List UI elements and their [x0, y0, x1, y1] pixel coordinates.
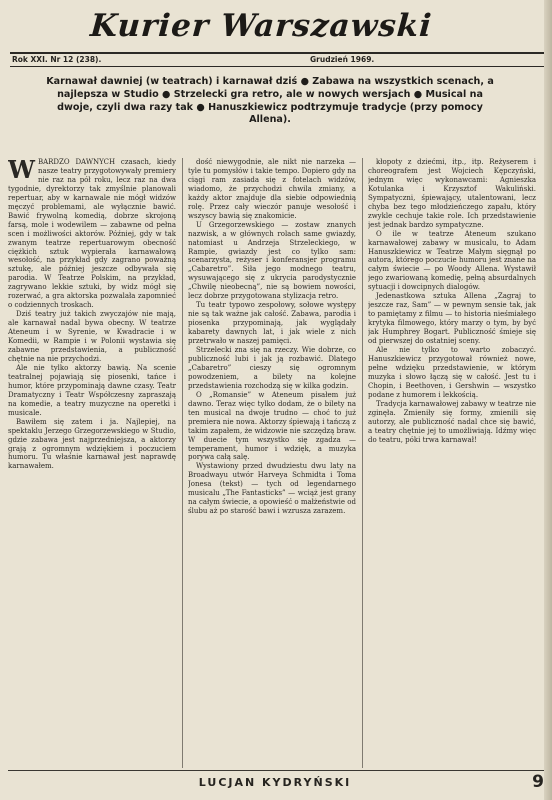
column-divider	[182, 158, 183, 768]
article-paragraph: dość niewygodnie, ale nikt nie narzeka — tyle tu pomysłów i takie tempo. Dopiero gdy na ciągi ram zasiada się z fotelach widzów, wiadomo, że przychodzi chwila zmiany, a każdy aktor znajduje dla siebie odpowiednią rolę. Przez cały wieczór panuje wesołość i wszyscy bawią się znakomicie.	[188, 158, 356, 220]
masthead-logo: Kurier Warszawski	[89, 8, 434, 44]
article-paragraph: Tu teatr typowo zespołowy, sołowe występy nie są tak ważne jak całość. Zabawa, parodia i piosenka przypominają, jak wyglądały kabarety dawnych lat, i jak wiele z nich przetrwało w naszej pamięci.	[188, 301, 356, 346]
binding-spine	[544, 0, 552, 800]
column-divider	[362, 158, 363, 768]
article-paragraph: O ile w teatrze Ateneum szukano karnawałowej zabawy w musicalu, to Adam Hanuszkiewicz w Teatrze Małym sięgnął po autora, którego poczucie humoru jest znane na całym świecie — po Woody Allena. Wystawił jego zwariowaną komedię, pełną absurdalnych sytuacji i dowcipnych dialogów.	[368, 229, 536, 292]
article-paragraph: Dziś teatry już takich zwyczajów nie mają, ale karnawał nadal bywa obecny. W teatrze Ateneum i w Syrenie, w Kwadracie i w Komedii, w Rampie i w Polonii wystawia się zabawne przedstawienia, a publiczność chętnie na nie przychodzi.	[8, 310, 176, 363]
article-lead: Karnawał dawniej (w teatrach) i karnawał dziś ● Zabawa na wszystkich scenach, a najlepsza w Studio ● Strzelecki gra retro, ale w nowych wersjach ● Musical na dwoje, czyli dwa razy tak ● Hanuszkiewicz podtrzymuje tradycje (przy pomocy Allena).	[46, 76, 494, 126]
issue-date: Grudzień 1969.	[310, 55, 375, 64]
article-paragraph: kłopoty z dziećmi, itp., itp. Reżyserem i choreografem jest Wojciech Kępczyński, jednym więc wykonawcami: Agnieszka Kotulanka i Krzysztof Wakuliński. Sympatyczni, śpiewający, utalentowani, lecz chyba bez tego młodzieńczego zapału, który zwykle cechuje takie role. Ich przedstawienie jest jednak bardzo sympatyczne.	[368, 158, 536, 229]
article-paragraph: Bawiłem się zatem i ja. Najlepiej, na spektaklu Jerzego Grzegorzewskiego w Studio, gdzie zabawa jest najprzedniejsza, a aktorzy grają z ogromnym wdziękiem i poczuciem humoru. Tu właśnie karnawał jest naprawdę karnawałem.	[8, 417, 176, 471]
article-paragraph: Tradycja karnawałowej zabawy w teatrze nie zginęła. Zmieniły się formy, zmienili się autorzy, ale publiczność nadal chce się bawić, a teatry chętnie jej to umożliwiają. Idźmy więc do teatru, póki trwa karnawał!	[368, 399, 536, 444]
article-paragraph: Wystawiony przed dwudziestu dwu laty na Broadwayu utwór Harveya Schmidta i Toma Jonesa (tekst) — tych od legendarnego musicalu „The Fantasticks” — wciąż jest grany na całym świecie, a opowieść o małżeństwie od ślubu aż po starość bawi i wzrusza zarazem.	[188, 462, 356, 516]
article-paragraph: WBARDZO DAWNYCH czasach, kiedy nasze teatry przygotowywały premiery nie raz na pół roku, lecz raz na dwa tygodnie, dyrektorzy tak zmyślnie planowali repertuar, aby w karnawale nie mógł widzów męczyć problemami, ale wyłącznie bawić. Bawić frywolną komedią, dobrze skrojoną farsą, mole i wodewilem — zabawne od pełna scen i możliwości aktorów. Później, gdy w tak zwanym teatrze repertuarowym obecność ciężkich sztuk wypierała karnawałową wesołość, na przykład gdy zagrano poważną sztukę, ale później jeszcze odbywała się parodia. W Teatrze Polskim, na przykład, zagrywano lekkie sztuki, by widz mógł się rozerwać, a gra aktorska pozwalała zapomnieć o codziennych troskach.	[8, 158, 176, 310]
article-paragraph: Ale nie tylko to warto zobaczyć. Hanuszkiewicz przygotował również nowe, pełne wdzięku przedstawienie, w którym muzyka i słowo łączą się w całość. Jest tu i Chopin, i Beethoven, i Gershwin — wszystko podane z humorem i lekkością.	[368, 346, 536, 399]
article-paragraph: Ale nie tylko aktorzy bawią. Na scenie teatralnej pojawiają się piosenki, tańce i humor, które przypominają dawne czasy. Teatr Dramatyczny i Teatr Współczesny zapraszają na komedie, a teatry muzyczne na operetki i musicale.	[8, 363, 176, 417]
drop-cap: W	[8, 158, 35, 184]
masthead-rule-thin	[10, 66, 544, 67]
article-paragraph: O „Romansie” w Ateneum pisałem już dawno. Teraz więc tylko dodam, że o bilety na ten musical na dwoje trudno — choć to już premiera nie nowa. Aktorzy śpiewają i tańczą z takim zapałem, że widzowie nie szczędzą braw. W duecie tym wszystko się zgadza — temperament, humor i wdzięk, a muzyka porywa całą salę.	[188, 390, 356, 462]
article-paragraph: Jedenastkowa sztuka Allena „Zagraj to jeszcze raz, Sam” — w pewnym sensie tak, jak to pamiętamy z filmu — to historia nieśmiałego krytyka filmowego, który marzy o tym, by być jak Humphrey Bogart. Publiczność śmieje się od pierwszej do ostatniej sceny.	[368, 292, 536, 346]
masthead-rule	[10, 52, 544, 54]
footer-rule	[8, 770, 544, 771]
masthead	[10, 6, 544, 64]
article-column-2	[188, 158, 356, 768]
author-byline: LUCJAN KYDRYŃSKI	[198, 776, 352, 789]
issue-number: Rok XXI. Nr 12 (238).	[12, 55, 102, 64]
article-column-3	[368, 158, 536, 768]
article-paragraph: U Grzegorzewskiego — zostaw znanych nazwisk, a w głównych rolach same gwiazdy, natomiast u Andrzeja Strzeleckiego, w Rampie, gwiazdy jest co tylko sam: scenarzysta, reżyser i konferansjer programu „Cabaretro”. Siła jego modnego teatru, wysuwającego się z ukrycia parodystycznie „Chwilę nieobecną”, nie są bowiem nowości, lecz dobrze przygotowana stylizacja retro.	[188, 220, 356, 301]
article-column-1	[8, 158, 176, 768]
article-paragraph: Strzelecki zna się na rzeczy. Wie dobrze, co publiczność lubi i jak ją rozbawić. Dlatego „Cabaretro” cieszy się ogromnym powodzeniem, a bilety na kolejne przedstawienia rozchodzą się w kilka godzin.	[188, 346, 356, 390]
page-number: 9	[532, 772, 544, 792]
